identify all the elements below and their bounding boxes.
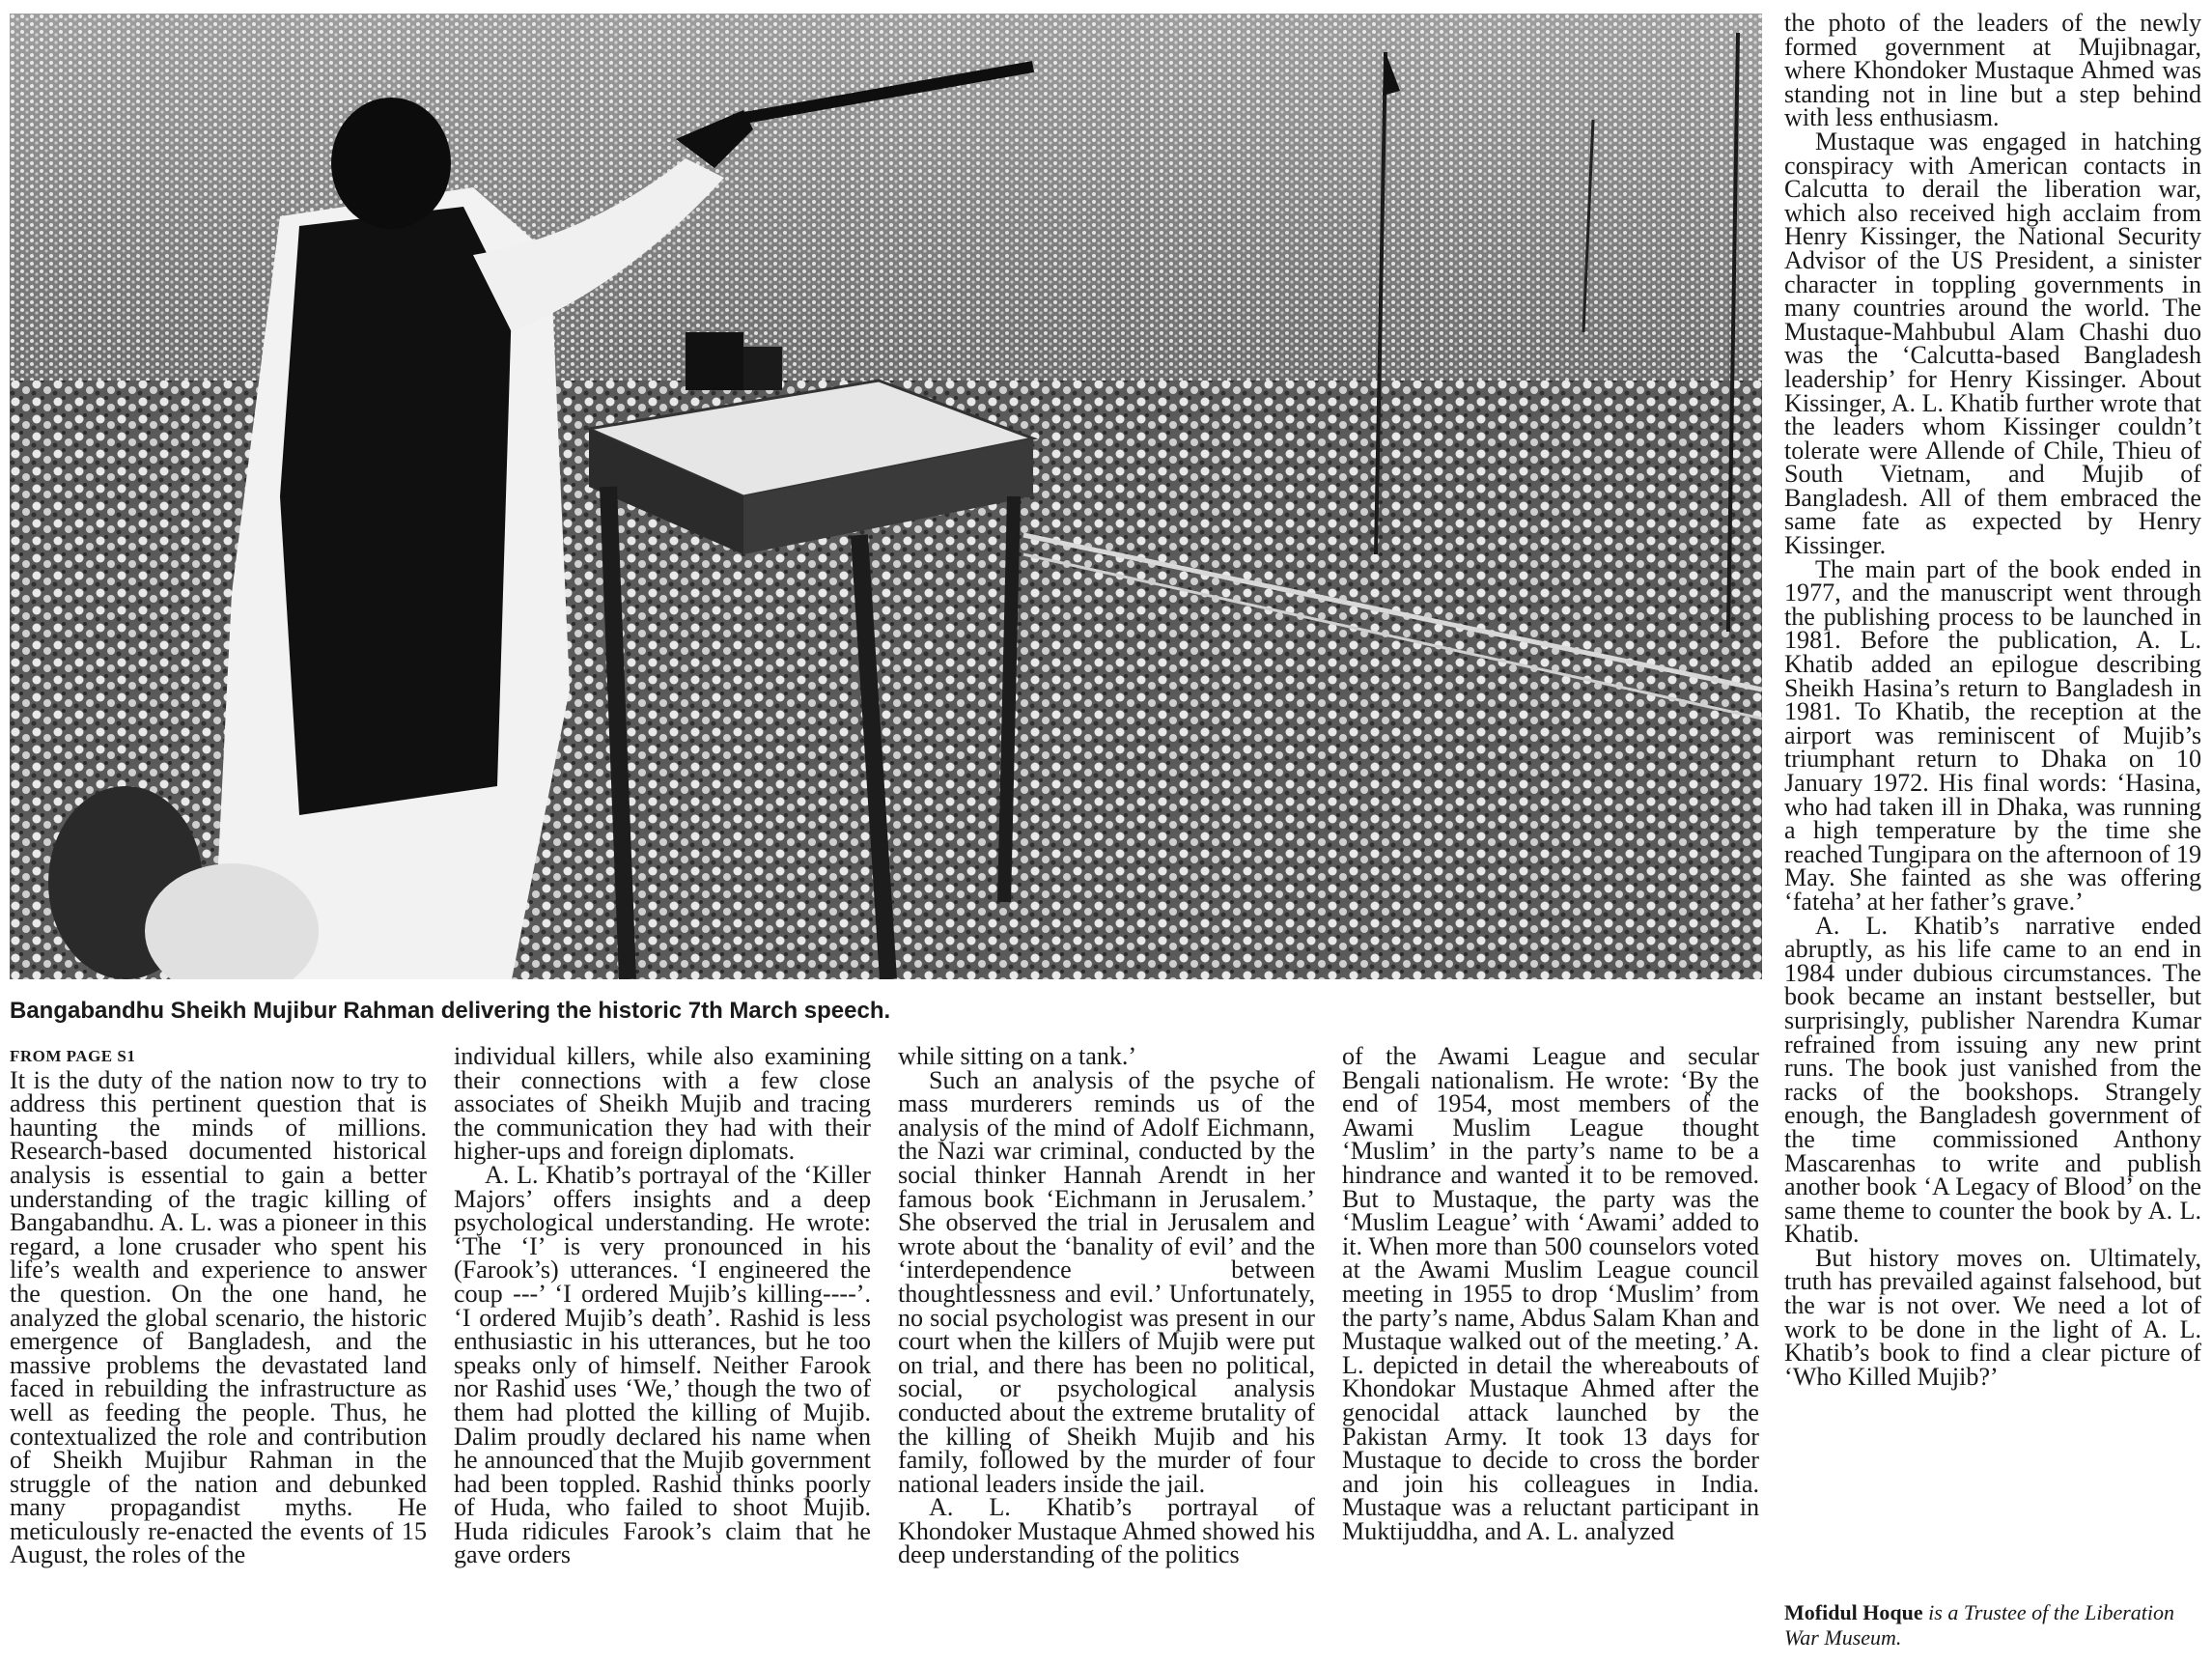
article-column-3: [898, 1042, 1315, 1569]
paragraph: Such an analysis of the psyche of mass murderers reminds us of the analysis of the mind of Adolf Eichmann, the Nazi war criminal, conducted by the social thinker Hannah Arendt in her famous book ‘Eichmann in Jerusalem.’ She observed the trial in Jerusalem and wrote about the ‘banality of evil’ and the ‘interdependence between thoughtlessness and evil.’ Unfortunately, no social psychologist was present in our court when the killers of Mujib were put on trial, and there has been no political, social, or psychological analysis conducted about the extreme brutality of the killing of Sheikh Mujib and his family, followed by the murder of four national leaders inside the jail.: [898, 1065, 1315, 1498]
author-role: is a Trustee of the Liberation War Museum.: [1784, 1600, 2174, 1650]
paragraph: Mustaque was engaged in hatching conspiracy with American contacts in Calcutta to derail the liberation war, which also received high acclaim from Henry Kissinger, the National Security Advisor of the US President, a sinister character in toppling governments in many countries around the world. The Mustaque-Mahbubul Alam Chashi duo was the ‘Calcutta-based Bangladesh leadership’ for Henry Kissinger. About Kissinger, A. L. Khatib further wrote that the leaders whom Kissinger couldn’t tolerate were Allende of Chile, Thieu of South Vietnam, and Mujib of Bangladesh. All of them embraced the same fate as expected by Henry Kissinger.: [1784, 127, 2201, 560]
from-page-label: FROM PAGE S1: [10, 1047, 136, 1065]
paragraph: A. L. Khatib’s portrayal of Khondoker Mustaque Ahmed showed his deep understanding of the politics: [898, 1493, 1315, 1569]
paragraph: individual killers, while also examining their connections with a few close associates of Sheikh Mujib and tracing the communication they had with their higher-ups and foreign diplomats.: [454, 1042, 871, 1166]
photo-caption: Bangabandhu Sheikh Mujibur Rahman delivering the historic 7th March speech.: [10, 998, 891, 1024]
article-column-2: [454, 1042, 871, 1569]
paragraph: But history moves on. Ultimately, truth has prevailed against falsehood, but the war is not over. We need a lot of work to be done in the light of A. L. Khatib’s book to find a clear picture of ‘Who Killed Mujib?’: [1784, 1243, 2201, 1391]
paragraph: the photo of the leaders of the newly formed government at Mujibnagar, where Khondoker Mustaque Ahmed was standing not in line but a step behind with less enthusiasm.: [1784, 9, 2201, 132]
paragraph: The main part of the book ended in 1977, and the manuscript went through the publishing process to be launched in 1981. Before the publication, A. L. Khatib added an epilogue describing Sheikh Hasina’s return to Bangladesh in 1981. To Khatib, the reception at the airport was reminiscent of Mujib’s triumphant return to Dhaka on 10 January 1972. His final words: ‘Hasina, who had taken ill in Dhaka, was running a high temperature by the time she reached Tungipara on the afternoon of 19 May. She fainted as she was offering ‘fateha’ at her father’s grave.’: [1784, 554, 2201, 916]
paragraph: A. L. Khatib’s portrayal of the ‘Killer Majors’ offers insights and a deep psychological understanding. He wrote: ‘The ‘I’ is very pronounced in his (Farook’s) utterances. ‘I engineered the coup ---’ ‘I ordered Mujib’s killing----’. ‘I ordered Mujib’s death’. Rashid is less enthusiastic in his utterances, but he too speaks only of himself. Neither Farook nor Rashid uses ‘We,’ though the two of them had plotted the killing of Mujib. Dalim proudly declared his name when he announced that the Mujib government had been toppled. Rashid thinks poorly of Huda, who failed to shoot Mujib. Huda ridicules Farook’s claim that he gave orders: [454, 1160, 871, 1569]
news-photo: [10, 14, 1762, 979]
paragraph: of the Awami League and secular Bengali nationalism. He wrote: ‘By the end of 1954, most members of the Awami Muslim League thought ‘Muslim’ in the party’s name to be a hindrance and wanted it to be removed. But to Mustaque, the party was the ‘Muslim League’ with ‘Awami’ added to it. When more than 500 counselors voted at the Awami Muslim League council meeting in 1955 to drop ‘Muslim’ from the party’s name, Abdus Salam Khan and Mustaque walked out of the meeting.’ A. L. depicted in detail the whereabouts of Khondokar Mustaque Ahmed after the genocidal attack launched by the Pakistan Army. It took 13 days for Mustaque to decide to cross the border and join his colleagues in India. Mustaque was a reluctant participant in Muktijuddha, and A. L. analyzed: [1342, 1042, 1759, 1545]
speech-photo-illustration: [10, 14, 1762, 979]
paragraph: while sitting on a tank.’: [898, 1042, 1137, 1070]
author-name: Mofidul Hoque: [1784, 1600, 1923, 1624]
paragraph: A. L. Khatib’s narrative ended abruptly, as his life came to an end in 1984 under dubious circumstances. The book became an instant bestseller, but surprisingly, publisher Narendra Kumar refrained from issuing any new print runs. The book just vanished from the racks of the bookshops. Strangely enough, the Bangladesh government of the time commissioned Anthony Mascarenhas to write and publish another book ‘A Legacy of Blood’ on the same theme to counter the book by A. L. Khatib.: [1784, 911, 2201, 1249]
paragraph: It is the duty of the nation now to try to address this pertinent question that is haunting the minds of millions. Research-based documented historical analysis is essential to gain a better understanding of the tragic killing of Bangabandhu. A. L. was a pioneer in this regard, a lone crusader who spent his life’s wealth and experience to answer the question. On the one hand, he analyzed the global scenario, the historic emergence of Bangladesh, and the massive problems the devastated land faced in rebuilding the infrastructure as well as feeding the people. Thus, he contextualized the role and contribution of Sheikh Mujibur Rahman in the struggle of the nation and debunked many propagandist myths. He meticulously re-enacted the events of 15 August, the roles of the: [10, 1065, 427, 1569]
article-column-1: [10, 1045, 427, 1567]
article-column-4: [1342, 1042, 1759, 1545]
author-byline: [1784, 1600, 2201, 1651]
article-column-5: [1784, 9, 2201, 1391]
